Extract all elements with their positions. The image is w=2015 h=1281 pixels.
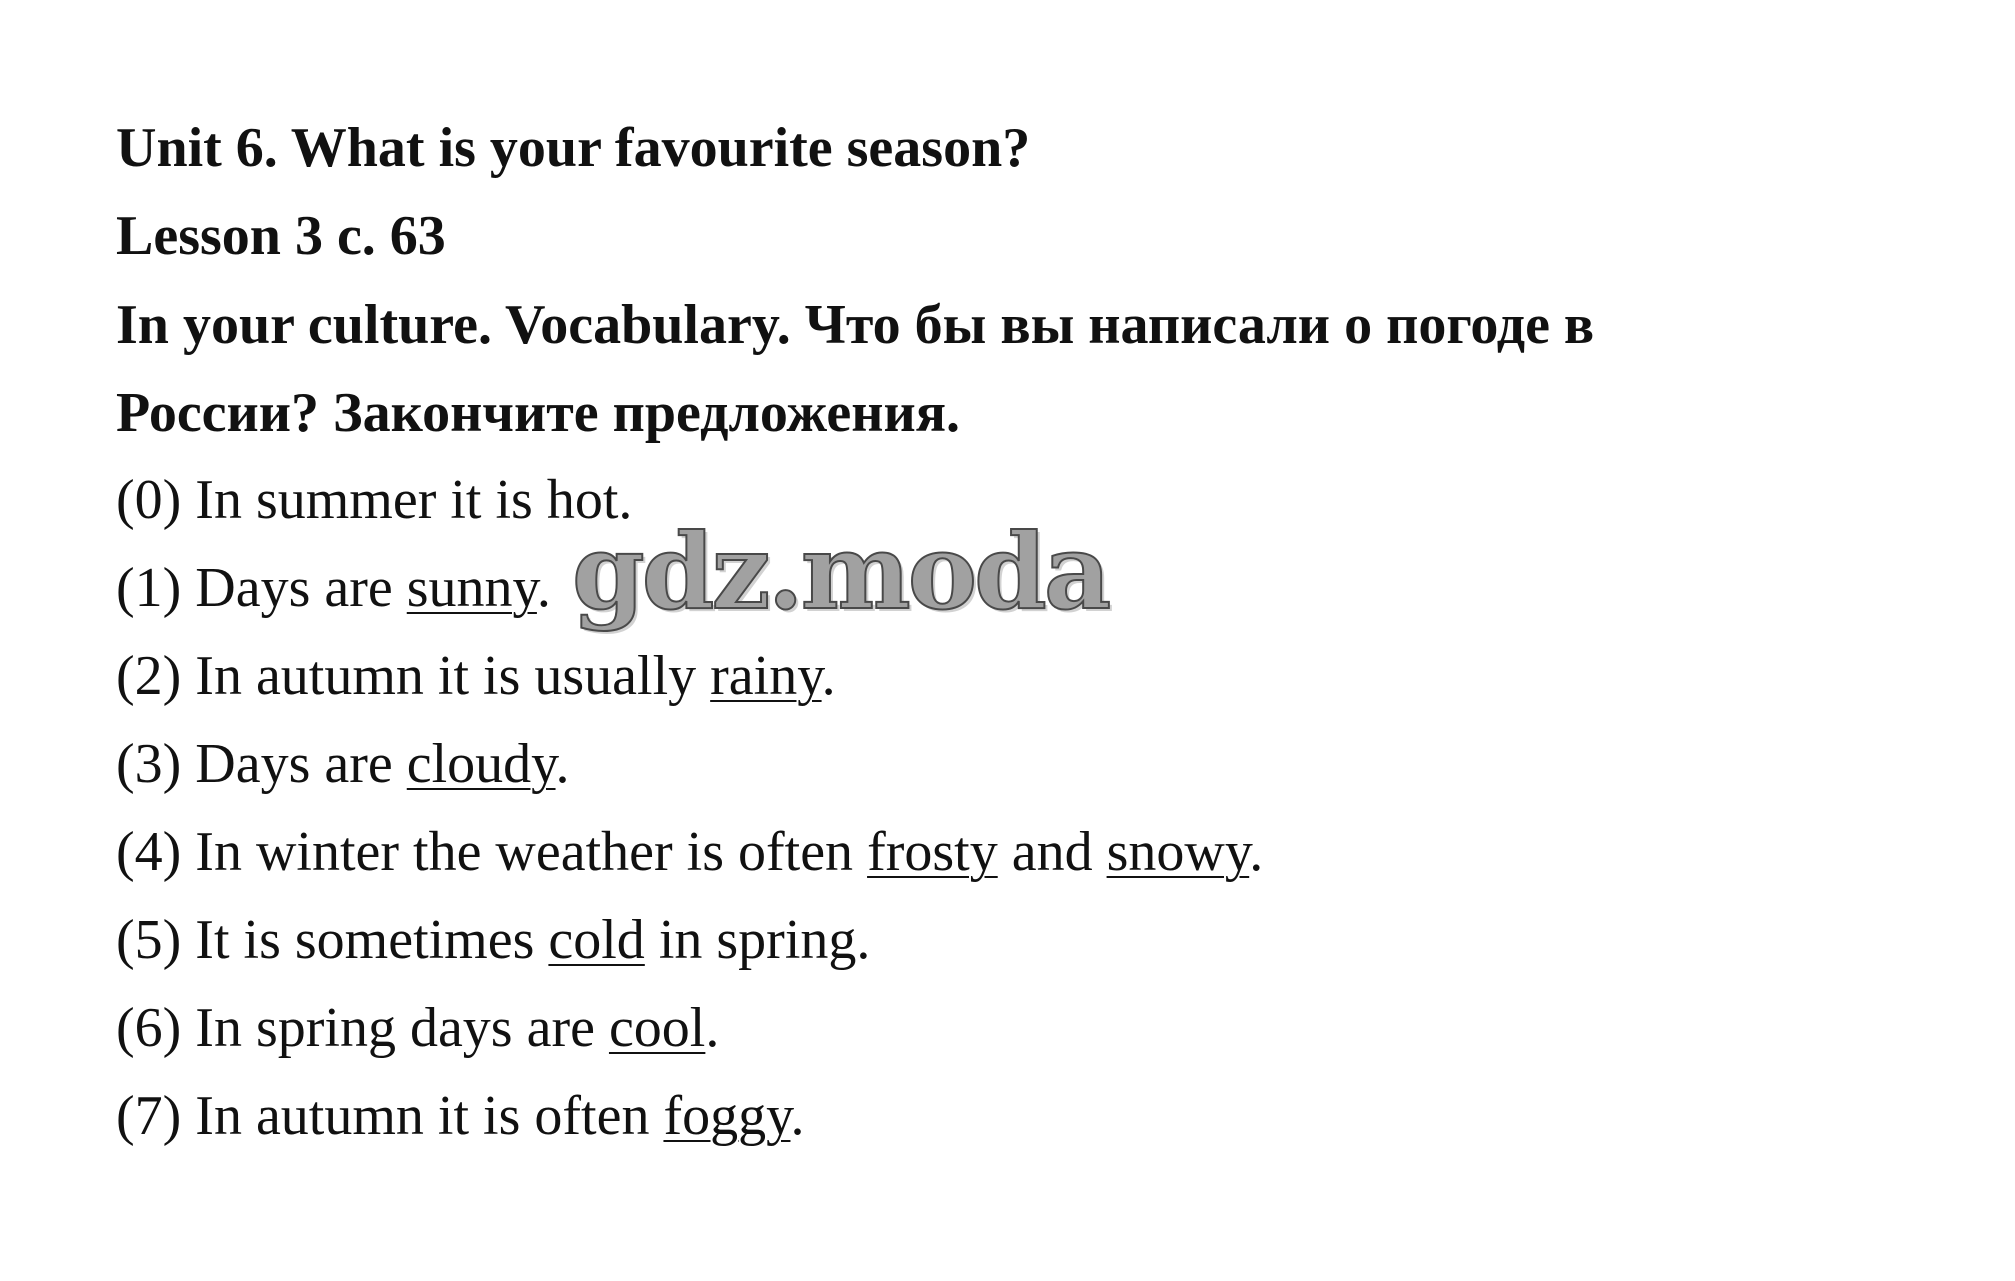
answer-word: cool (608, 997, 706, 1059)
unit-title: Unit 6. What is your favourite season? (116, 117, 1031, 179)
task-instruction-line-1: In your culture. Vocabulary. Что бы вы написали о погоде в (116, 294, 1595, 356)
task-instruction-line-2: России? Закончите предложения. (116, 382, 961, 444)
sentence-end: in spring. (644, 909, 871, 971)
sentence-0 (116, 469, 633, 531)
sentence-text: In summer it is hot. (195, 469, 633, 531)
sentence-number: (7) (116, 1085, 182, 1147)
sentence-text: Days are (195, 733, 407, 795)
sentence-1 (116, 557, 551, 619)
sentence-3 (116, 733, 570, 795)
sentence-end: . (555, 733, 570, 795)
sentence-6 (116, 997, 720, 1059)
sentence-number: (6) (116, 997, 182, 1059)
sentence-text: In autumn it is often (195, 1085, 664, 1147)
sentence-4 (116, 821, 1264, 883)
sentence-middle: and (997, 821, 1107, 883)
answer-word: cold (548, 909, 645, 971)
sentence-end: . (536, 557, 551, 619)
sentence-text: In autumn it is usually (195, 645, 711, 707)
sentence-end: . (705, 997, 720, 1059)
sentence-text: It is sometimes (195, 909, 549, 971)
sentence-number: (1) (116, 557, 182, 619)
answer-word: frosty (867, 821, 998, 883)
answer-word: rainy (710, 645, 822, 707)
sentence-number: (5) (116, 909, 182, 971)
lesson-heading: Lesson 3 с. 63 (116, 205, 446, 267)
sentence-5 (116, 909, 871, 971)
sentence-text: In winter the weather is often (195, 821, 868, 883)
sentence-number: (0) (116, 469, 182, 531)
sentence-2 (116, 645, 836, 707)
watermark-logo: gdz.moda (572, 510, 1109, 633)
answer-word: cloudy (406, 733, 556, 795)
sentence-text: Days are (195, 557, 407, 619)
sentence-end: . (821, 645, 836, 707)
sentence-7 (116, 1085, 805, 1147)
sentence-end: . (790, 1085, 805, 1147)
answer-word: sunny (406, 557, 537, 619)
sentence-text: In spring days are (195, 997, 609, 1059)
sentence-end: . (1249, 821, 1264, 883)
answer-word: foggy (663, 1085, 791, 1147)
answer-word-2: snowy (1106, 821, 1250, 883)
sentence-number: (4) (116, 821, 182, 883)
sentence-number: (3) (116, 733, 182, 795)
sentence-number: (2) (116, 645, 182, 707)
